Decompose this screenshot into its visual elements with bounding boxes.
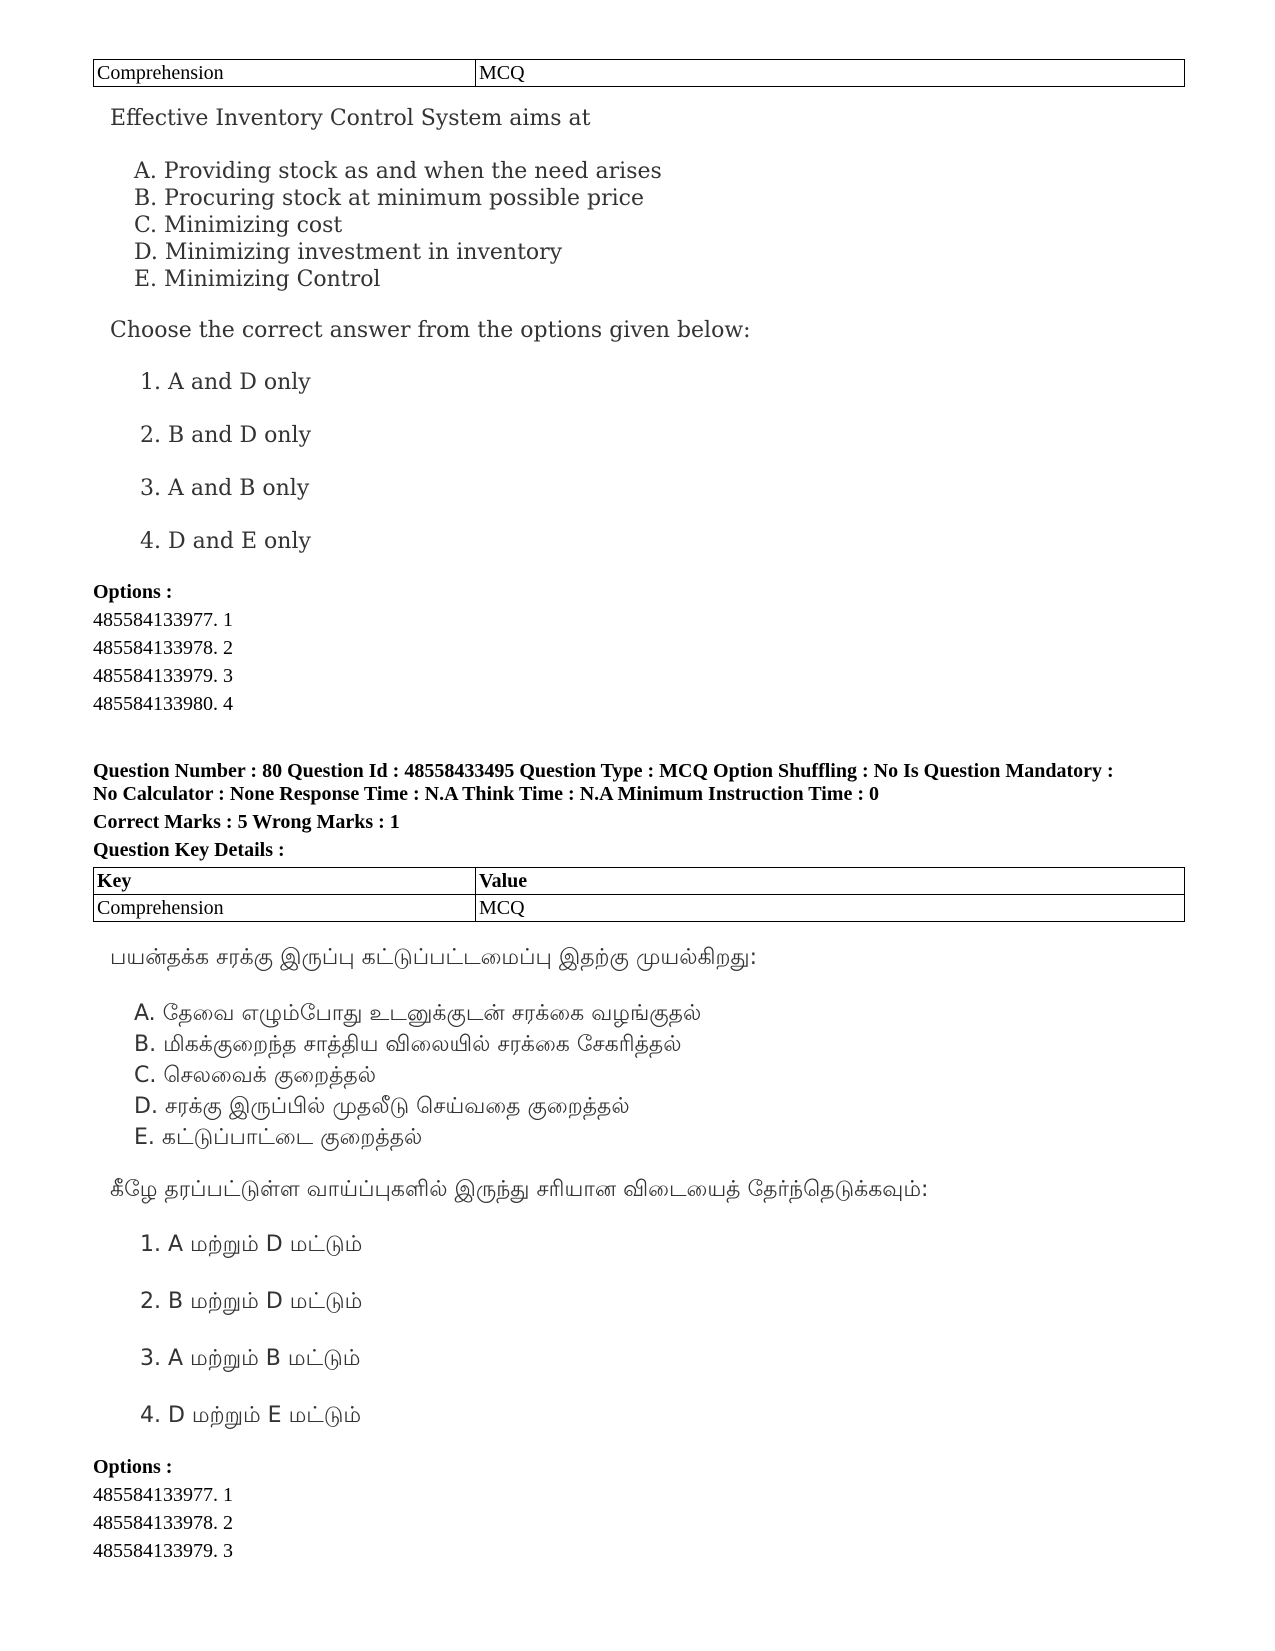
statement-b: B. மிகக்குறைந்த சாத்திய விலையில் சரக்கை சேகரித்தல் [134, 1032, 682, 1057]
question-key-table [93, 867, 1185, 922]
option-item: 485584133977. 1 [93, 609, 233, 631]
value-cell: MCQ [476, 895, 1185, 922]
choice-2: 2. B மற்றும் D மட்டும் [140, 1289, 363, 1314]
question-instruction: Choose the correct answer from the options given below: [110, 318, 751, 343]
statement-d: D. Minimizing investment in inventory [134, 240, 563, 265]
choice-3: 3. A and B only [140, 476, 310, 501]
statement-d: D. சரக்கு இருப்பில் முதலீடு செய்வதை குறைத்தல் [134, 1094, 630, 1119]
question-meta-line1: Question Number : 80 Question Id : 48558433495 Question Type : MCQ Option Shuffling : No Is Question Mandatory : [93, 760, 1114, 782]
statement-b: B. Procuring stock at minimum possible price [134, 186, 645, 211]
choice-4: 4. D and E only [140, 529, 311, 554]
question-stem: Effective Inventory Control System aims at [110, 106, 591, 131]
statement-a: A. தேவை எழும்போது உடனுக்குடன் சரக்கை வழங்குதல் [134, 1001, 702, 1026]
options-label: Options : [93, 1456, 173, 1478]
options-label: Options : [93, 581, 173, 603]
option-item: 485584133978. 2 [93, 637, 233, 659]
option-item: 485584133979. 3 [93, 665, 233, 687]
statement-c: C. செலவைக் குறைத்தல் [134, 1063, 376, 1088]
choice-1: 1. A and D only [140, 370, 311, 395]
key-header: Key [94, 868, 476, 895]
choice-2: 2. B and D only [140, 423, 312, 448]
key-cell: Comprehension [94, 895, 476, 922]
question-key-details: Question Key Details : [93, 839, 285, 861]
option-item: 485584133979. 3 [93, 1540, 233, 1562]
question-meta-line2: No Calculator : None Response Time : N.A Think Time : N.A Minimum Instruction Time : 0 [93, 783, 879, 805]
question-instruction: கீழே தரப்பட்டுள்ள வாய்ப்புகளில் இருந்து சரியான விடையைத் தேர்ந்தெடுக்கவும்: [110, 1177, 929, 1202]
statement-e: E. கட்டுப்பாட்டை குறைத்தல் [134, 1125, 423, 1150]
option-item: 485584133978. 2 [93, 1512, 233, 1534]
statement-e: E. Minimizing Control [134, 267, 381, 292]
value-cell: MCQ [476, 60, 1185, 87]
question-marks: Correct Marks : 5 Wrong Marks : 1 [93, 811, 400, 833]
question-stem: பயன்தக்க சரக்கு இருப்பு கட்டுப்பட்டமைப்பு இதற்கு முயல்கிறது: [110, 945, 757, 970]
option-item: 485584133977. 1 [93, 1484, 233, 1506]
question-key-table-top [93, 59, 1185, 87]
option-item: 485584133980. 4 [93, 693, 233, 715]
choice-4: 4. D மற்றும் E மட்டும் [140, 1403, 362, 1428]
statement-c: C. Minimizing cost [134, 213, 343, 238]
value-header: Value [476, 868, 1185, 895]
choice-1: 1. A மற்றும் D மட்டும் [140, 1232, 363, 1257]
choice-3: 3. A மற்றும் B மட்டும் [140, 1346, 361, 1371]
statement-a: A. Providing stock as and when the need arises [134, 159, 662, 184]
key-cell: Comprehension [94, 60, 476, 87]
